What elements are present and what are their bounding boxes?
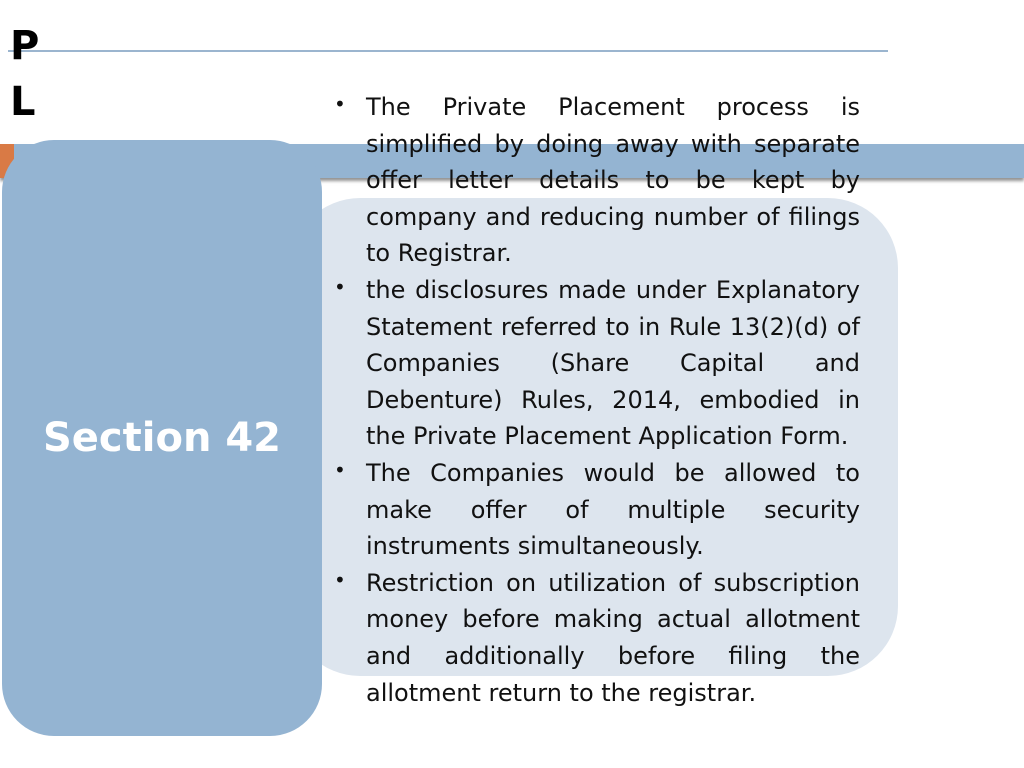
top-rule-divider	[8, 50, 888, 52]
list-item	[330, 565, 860, 711]
bullet-list	[330, 89, 860, 711]
bullet-text: The Companies would be allowed to make offer of multiple security instruments simultaneously.	[366, 458, 860, 561]
bullet-text: the disclosures made under Explanatory Statement referred to in Rule 13(2)(d) of Companies (Share Capital and Debenture) Rules, 2014, embodied in the Private Placement Application Form.	[366, 275, 860, 451]
bullet-icon: •	[334, 274, 346, 299]
list-item	[330, 89, 860, 272]
list-item	[330, 455, 860, 565]
bullet-text: Restriction on utilization of subscription money before making actual allotment and additionally before filing the allotment return to the registrar.	[366, 568, 860, 707]
slide-title: PL	[10, 23, 40, 125]
bullet-icon: •	[334, 457, 346, 482]
bullet-icon: •	[334, 567, 346, 592]
bullet-icon: •	[334, 92, 346, 116]
section-label: Section 42	[42, 415, 282, 461]
section-box	[2, 140, 322, 736]
bullet-text: The Private Placement process is simplified by doing away with separate offer letter details to be kept by company and reducing number of filings to Registrar.	[366, 93, 860, 268]
list-item	[330, 272, 860, 455]
